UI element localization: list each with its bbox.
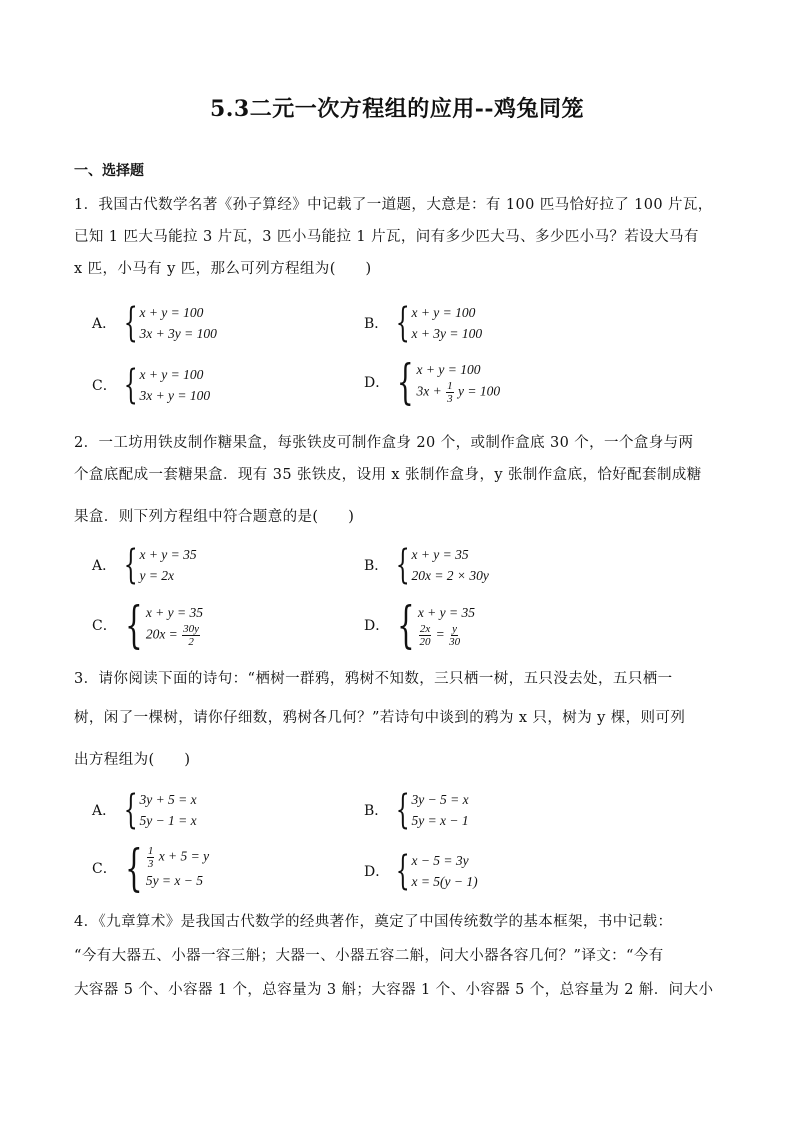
page-title: 5.3二元一次方程组的应用--鸡兔同笼 [209, 96, 585, 122]
equation: x + 3y = 100 [411, 326, 483, 341]
q4-line-1: 4．《九章算术》是我国古代数学的经典著作，奠定了中国传统数学的基本框架，书中记载： [74, 914, 673, 930]
option-label: D． [364, 864, 390, 880]
brace-icon: { [125, 596, 143, 654]
q1-option-d[interactable] [364, 354, 501, 410]
equation: 3y + 5 = x [139, 792, 197, 807]
q1-line-1: 1．我国古代数学名著《孙子算经》中记载了一道题，大意是：有 100 匹马恰好拉了 100 片瓦， [74, 197, 713, 213]
equation: 3x + y = 100 [139, 388, 211, 403]
section-heading: 一、选择题 [74, 163, 144, 179]
option-label: A． [92, 316, 117, 332]
equation-system [411, 789, 468, 831]
equation: x + y = 35 [417, 605, 476, 620]
option-label: C． [92, 378, 117, 394]
option-label: D． [364, 375, 390, 391]
option-label: D． [364, 618, 390, 634]
equation: x − 5 = 3y [411, 853, 469, 868]
q3-option-a[interactable] [92, 789, 197, 831]
equation: $\frac{1}{3}$ x + 5 = y [147, 845, 210, 870]
q1-option-a[interactable] [92, 302, 217, 344]
equation: 3y − 5 = x [411, 792, 469, 807]
q3-line-1: 3．请你阅读下面的诗句：“栖树一群鸦，鸦树不知数，三只栖一树，五只没去处，五只栖一 [74, 671, 673, 687]
q2-line-2: 个盒底配成一套糖果盒．现有 35 张铁皮，设用 x 张制作盒身，y 张制作盒底，恰好配套制成糖 [74, 467, 702, 483]
brace-icon: { [123, 300, 138, 346]
brace-icon: { [396, 354, 414, 410]
equation: x + y = 35 [139, 547, 197, 562]
q1-option-c[interactable] [92, 364, 210, 406]
option-label: C． [92, 861, 117, 877]
option-label: A． [92, 558, 117, 574]
brace-icon: { [123, 542, 138, 588]
equation-system [417, 359, 501, 405]
brace-icon: { [123, 362, 138, 408]
equation: x + y = 100 [139, 305, 204, 320]
equation: 5y = x − 5 [145, 873, 204, 888]
q2-line-3: 果盒．则下列方程组中符合题意的是( ) [74, 509, 355, 525]
q2-option-d[interactable] [364, 596, 476, 654]
q3-line-2: 树，闲了一棵树，请你仔细数，鸦树各几何？”若诗句中谈到的鸦为 x 只，树为 y 棵，则可列 [74, 710, 686, 726]
equation: 20x = 2 × 30y [411, 568, 489, 583]
equation: y = 2x [139, 568, 175, 583]
q2-option-b[interactable] [364, 544, 489, 586]
q3-option-d[interactable] [364, 850, 478, 892]
equation: 3x + 3y = 100 [139, 326, 217, 341]
equation: 20x = $\frac{30y}{2}$ [145, 623, 200, 648]
brace-icon: { [395, 848, 410, 894]
equation-system [139, 364, 210, 406]
equation-system [411, 850, 477, 892]
option-label: B． [364, 803, 389, 819]
equation-system [139, 544, 196, 586]
q3-line-3: 出方程组为( ) [74, 752, 191, 768]
equation-system [411, 544, 488, 586]
equation: x + y = 35 [145, 605, 204, 620]
option-label: C． [92, 618, 117, 634]
q4-line-3: 大容器 5 个、小容器 1 个，总容量为 3 斛；大容器 1 个、小容器 5 个，总容量为 2 斛．问大小 [74, 982, 714, 998]
equation-system [139, 302, 216, 344]
equation: $\frac{2x}{20}$ = $\frac{y}{30}$ [419, 623, 461, 648]
q2-option-c[interactable] [92, 596, 204, 654]
equation: 5y − 1 = x [139, 813, 197, 828]
equation: x + y = 100 [139, 367, 204, 382]
option-label: B． [364, 558, 389, 574]
brace-icon: { [397, 596, 415, 654]
equation-system [411, 302, 482, 344]
equation-system [146, 845, 209, 891]
equation: x = 5(y − 1) [411, 874, 478, 889]
brace-icon: { [395, 542, 410, 588]
equation: 3x + $\frac{1}{3}$ y = 100 [416, 380, 501, 405]
equation-system [418, 602, 475, 648]
q2-line-1: 2．一工坊用铁皮制作糖果盒，每张铁皮可制作盒身 20 个，或制作盒底 30 个，一个盒身与两 [74, 435, 694, 451]
option-label: A． [92, 803, 117, 819]
equation: 5y = x − 1 [411, 813, 469, 828]
q3-option-c[interactable] [92, 839, 210, 897]
brace-icon: { [123, 787, 138, 833]
equation: x + y = 100 [411, 305, 476, 320]
q2-option-a[interactable] [92, 544, 197, 586]
brace-icon: { [395, 787, 410, 833]
brace-icon: { [395, 300, 410, 346]
equation-system [146, 602, 203, 648]
equation-system [139, 789, 196, 831]
q1-option-b[interactable] [364, 302, 482, 344]
q1-line-2: 已知 1 匹大马能拉 3 片瓦，3 匹小马能拉 1 片瓦，问有多少匹大马、多少匹小马？若设大马有 [74, 229, 699, 245]
equation: x + y = 35 [411, 547, 469, 562]
q3-option-b[interactable] [364, 789, 469, 831]
q4-line-2: “今有大器五、小器一容三斛；大器一、小器五容二斛，问大小器各容几何？”译文：“今有 [74, 948, 664, 964]
brace-icon: { [125, 839, 143, 897]
q1-line-3: x 匹，小马有 y 匹，那么可列方程组为( ) [74, 261, 372, 277]
equation: x + y = 100 [416, 362, 481, 377]
option-label: B． [364, 316, 389, 332]
